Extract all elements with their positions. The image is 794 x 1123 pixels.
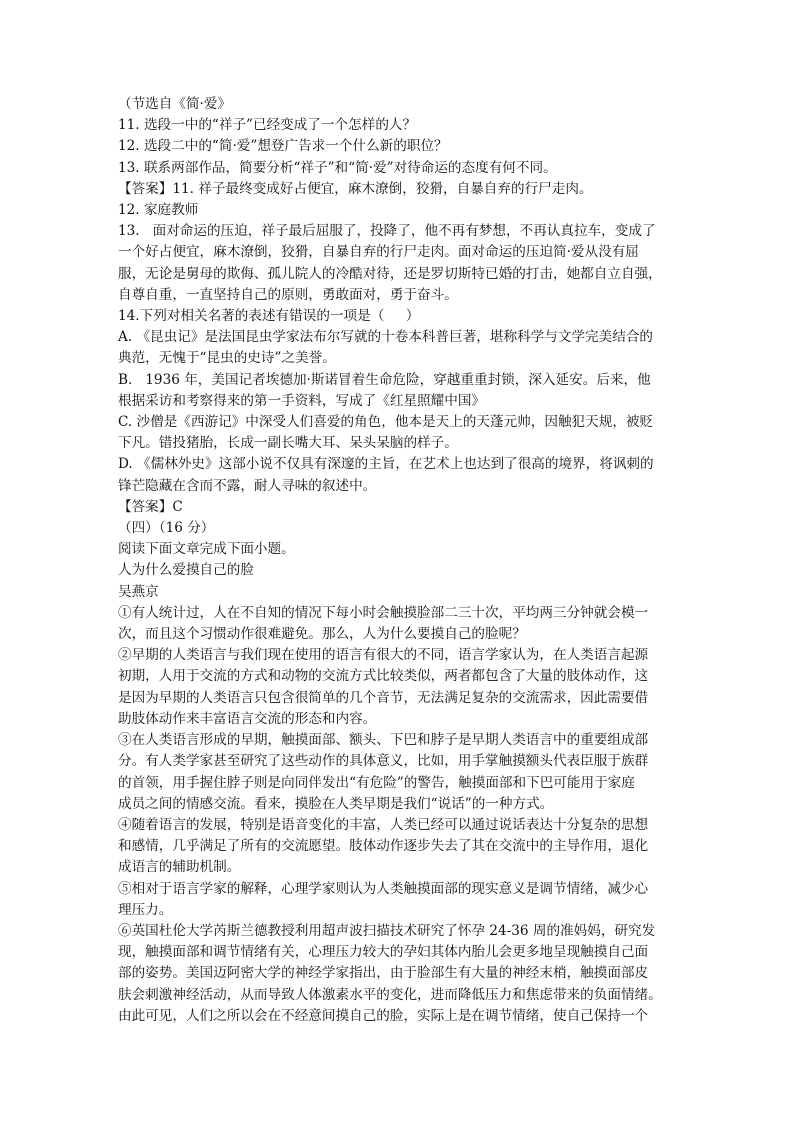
article-author: 吴燕京 [118,583,159,600]
source-note: （节选自《简·爱》 [118,96,232,112]
article-line: 现，触摸面部和调节情绪有关，心理压力较大的孕妇其体内胎儿会更多地呈现触摸自己面 [118,944,649,961]
article-line: 初期，人用于交流的方式和动物的交流方式比较类似，两者都包含了大量的肢体动作，这 [118,668,649,685]
article-line: 是因为早期的人类语言只包含很简单的几个音节，无法满足复杂的交流需求，因此需要借 [118,689,649,706]
article-line: ②早期的人类语言与我们现在使用的语言有很大的不同，语言学家认为，在人类语言起源 [118,647,649,664]
article-line: 由此可见，人们之所以会在不经意间摸自己的脸，实际上是在调节情绪，使自己保持一个 [118,1007,649,1024]
answer-line: 自尊自重，一直坚持自己的原则，勇敢面对，勇于奋斗。 [118,286,458,303]
question-12: 12. 选段二中的“简·爱”想登广告求一个什么新的职位？ [118,138,448,155]
article-line: 分。有人类学家甚至研究了这些动作的具体意义，比如，用手掌触摸额头代表臣服于族群 [118,753,649,770]
article-line: ①有人统计过，人在不自知的情况下每小时会触摸脸部二三十次，平均两三分钟就会模一 [118,604,649,621]
question-14-stem: 14.下列对相关名著的表述有错误的一项是（ ） [118,308,420,325]
document-page [118,94,678,1027]
answer-line: 服，无论是舅母的欺侮、孤儿院人的冷酷对待，还是罗切斯特已婚的打击，她都自立自强， [118,265,662,282]
article-line: ③在人类语言形成的早期，触摸面部、额头、下巴和脖子是早期人类语言中的重要组成部 [118,732,649,749]
article-line: 肤会刺激神经活动，从而导致人体激素水平的变化，进而降低压力和焦虑带来的负面情绪。 [118,986,662,1003]
article-line: 和感情，几乎满足了所有的交流愿望。肢体动作逐步失去了其在交流中的主导作用，退化 [118,838,649,855]
article-line: 部的姿势。美国迈阿密大学的神经学家指出，由于脸部生有大量的神经末梢，触摸面部皮 [118,965,649,982]
section-instruction: 阅读下面文章完成下面小题。 [118,541,295,558]
article-line: 成语言的辅助机制。 [118,859,241,876]
article-line: 次，而且这个习惯动作很难避免。那么，人为什么要摸自己的脸呢？ [118,626,526,643]
answer-line: 12. 家庭教师 [118,202,199,219]
option-line: A. 《昆虫记》是法国昆虫学家法布尔写就的十卷本科普巨著，堪称科学与文学完美结合的 [118,329,654,346]
option-line: B. 1936 年，美国记者埃德加·斯诺冒着生命危险，穿越重重封锁，深入延安。后来，他 [118,371,651,388]
article-line: 的首领，用手握住脖子则是向同伴发出“有危险”的警告，触摸面部和下巴可能用于家庭 [118,774,635,791]
answer-line: 一个好占便宜，麻木潦倒，狡猾，自暴自弃的行尸走肉。面对命运的压迫简·爱从没有屈 [118,244,639,261]
option-line: 根据采访和考察得来的第一手资料，写成了《红星照耀中国》 [118,392,486,409]
answer-line: 13. 面对命运的压迫，祥子最后屈服了，投降了，他不再有梦想，不再认真拉车，变成了 [118,223,656,240]
section-heading: （四）（16 分） [118,520,215,537]
question-13: 13. 联系两部作品，简要分析“祥子”和“简·爱”对待命运的态度有何不同。 [118,159,557,176]
option-line: D. 《儒林外史》这部小说不仅具有深邃的主旨，在艺术上也达到了很高的境界，将讽刺的 [118,456,654,473]
option-line: 典范，无愧于“昆虫的史诗”之美誉。 [118,350,336,367]
article-line: 成员之间的情感交流。看来，摸脸在人类早期是我们“说话”的一种方式。 [118,795,554,812]
question-11: 11. 选段一中的“祥子”已经变成了一个怎样的人？ [118,117,417,134]
article-line: 理压力。 [118,901,173,918]
article-line: ⑤相对于语言学家的解释，心理学家则认为人类触摸面部的现实意义是调节情绪，减少心 [118,880,649,897]
option-line: C. 沙僧是《西游记》中深受人们喜爱的角色，他本是天上的天蓬元帅，因触犯天规，被贬 [118,414,654,431]
article-line: ⑥英国杜伦大学芮斯兰德教授利用超声波扫描技术研究了怀孕 24-36 周的准妈妈，研究发 [118,922,656,939]
option-line: 下凡。错投猪胎，长成一副长嘴大耳、呆头呆脑的样子。 [118,435,458,452]
question-14-answer: 【答案】C [118,498,183,515]
article-line: ④随着语言的发展，特别是语音变化的丰富，人类已经可以通过说话表达十分复杂的思想 [118,816,649,833]
article-title: 人为什么爱摸自己的脸 [118,562,254,579]
article-line: 助肢体动作来丰富语言交流的形态和内容。 [118,710,377,727]
answer-line: 【答案】11. 祥子最终变成好占便宜，麻木潦倒，狡猾，自暴自弃的行尸走肉。 [118,180,593,197]
option-line: 锋芒隐藏在含而不露，耐人寻味的叙述中。 [118,477,377,494]
